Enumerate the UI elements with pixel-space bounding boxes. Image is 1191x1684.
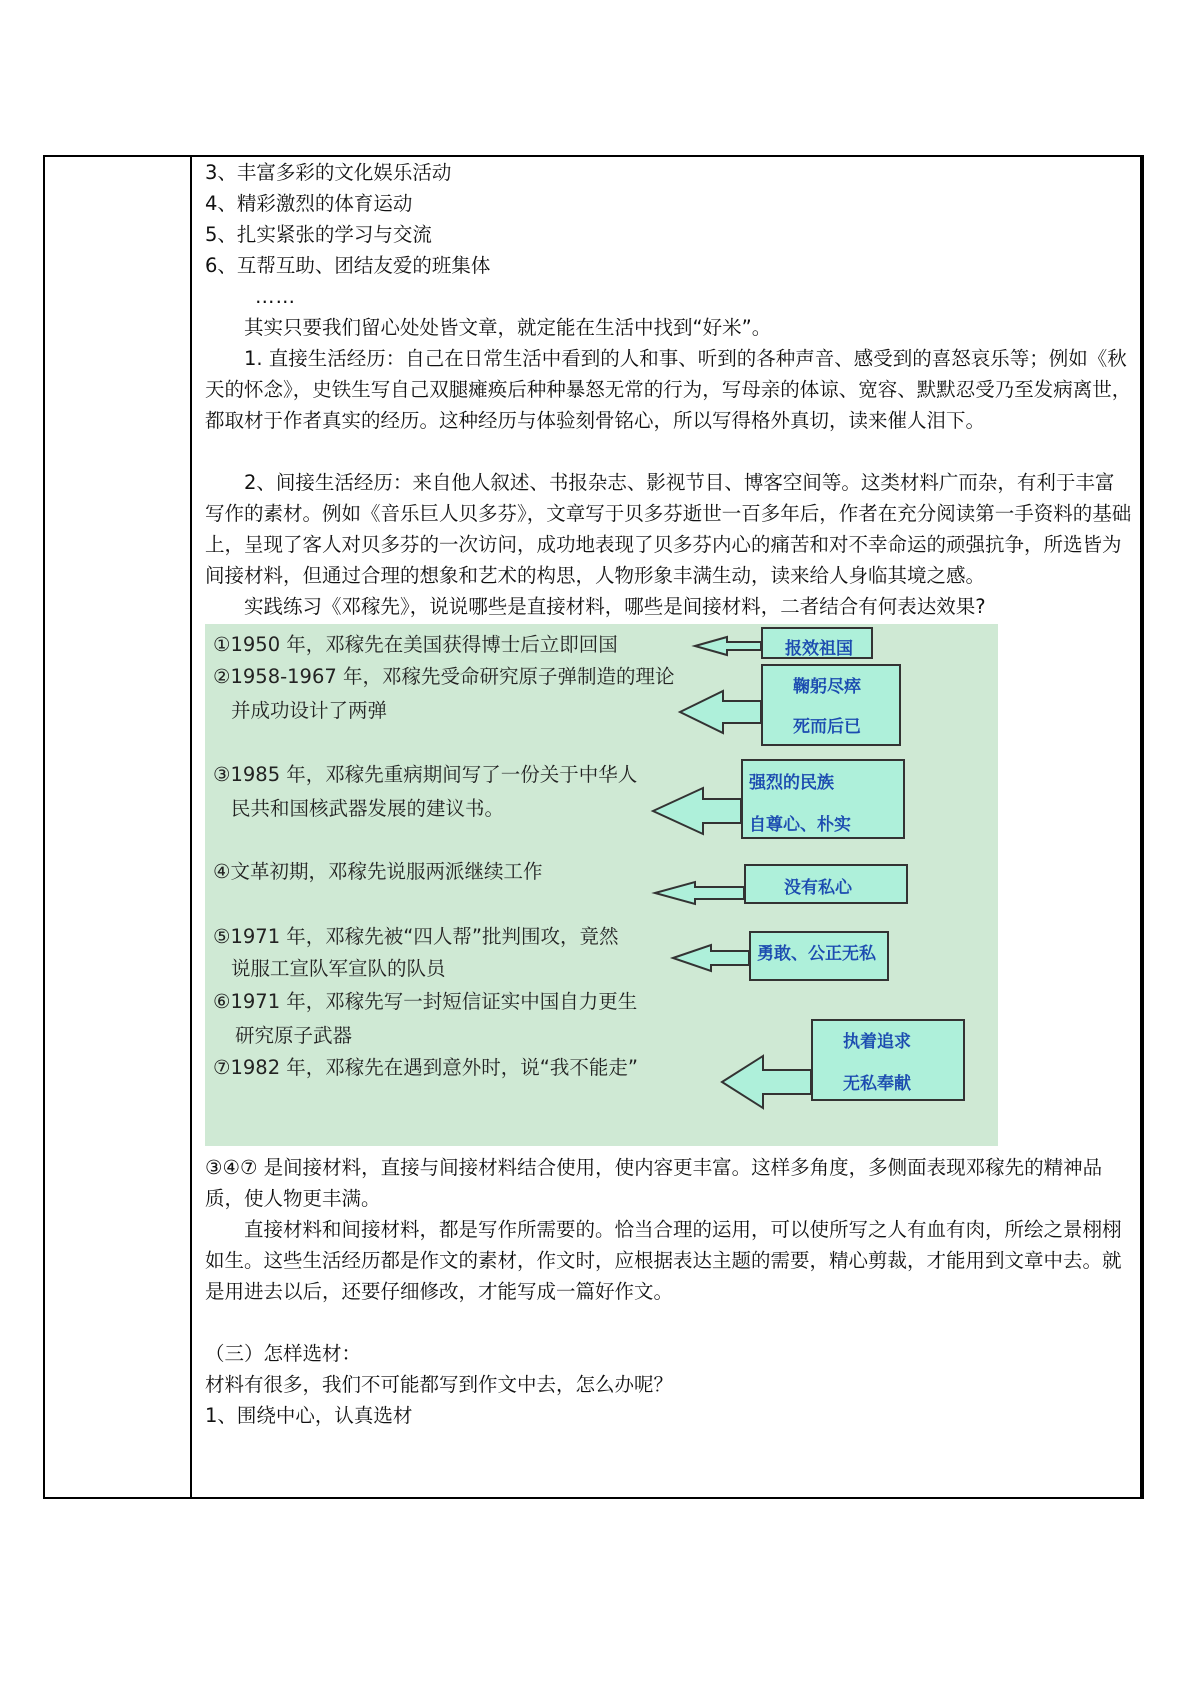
list-item: 3、丰富多彩的文化娱乐活动 bbox=[205, 161, 452, 184]
label-text: 死而后已 bbox=[793, 717, 861, 737]
list-item: 4、精彩激烈的体育运动 bbox=[205, 192, 413, 215]
deng-jiaxian-diagram bbox=[205, 624, 998, 1146]
section-heading: （三）怎样选材： bbox=[205, 1342, 362, 1365]
label-box-4 bbox=[744, 864, 908, 904]
label-text: 没有私心 bbox=[784, 878, 852, 898]
timeline-item-2-cont: 并成功设计了两弹 bbox=[231, 699, 388, 722]
arrow-4 bbox=[655, 882, 744, 904]
timeline-item-3: ③1985 年，邓稼先重病期间写了一份关于中华人 bbox=[213, 763, 638, 786]
timeline-item-6-cont: 研究原子武器 bbox=[235, 1024, 353, 1047]
arrow-1 bbox=[695, 637, 761, 655]
label-box-6 bbox=[811, 1019, 965, 1101]
label-box-3 bbox=[741, 759, 905, 839]
label-text: 报效祖国 bbox=[785, 639, 853, 659]
label-text: 执着追求 bbox=[843, 1032, 911, 1052]
arrow-6 bbox=[722, 1056, 811, 1108]
label-text: 强烈的民族 bbox=[749, 773, 834, 793]
list-item: 5、扎实紧张的学习与交流 bbox=[205, 223, 432, 246]
arrow-5 bbox=[673, 945, 749, 971]
timeline-item-1: ①1950 年，邓稼先在美国获得博士后立即回国 bbox=[213, 633, 618, 656]
timeline-item-7: ⑦1982 年，邓稼先在遇到意外时，说“我不能走” bbox=[213, 1056, 639, 1079]
timeline-item-2: ②1958-1967 年，邓稼先受命研究原子弹制造的理论 bbox=[213, 665, 675, 688]
direct-experience-paragraph: 1. 直接生活经历：自己在日常生活中看到的人和事、听到的各种声音、感受到的喜怒哀乐等；例如《秋天的怀念》，史铁生写自己双腿瘫痪后种种暴怒无常的行为，写母亲的体谅、宽容、默默忍受乃至发病离世，都取材于作者真实的经历。这种经历与体验刻骨铭心，所以写得格外真切，读来催人泪下。 bbox=[205, 347, 1132, 432]
label-text: 无私奉献 bbox=[843, 1074, 911, 1094]
label-box-2 bbox=[761, 664, 901, 746]
label-text: 鞠躬尽瘁 bbox=[793, 677, 861, 697]
ellipsis: …… bbox=[255, 285, 296, 308]
practice-question: 实践练习《邓稼先》，说说哪些是直接材料，哪些是间接材料，二者结合有何表达效果? bbox=[244, 595, 986, 618]
label-text: 勇敢、公正无私 bbox=[757, 944, 876, 964]
timeline-item-3-cont: 民共和国核武器发展的建议书。 bbox=[231, 797, 505, 820]
summary-paragraph: 直接材料和间接材料，都是写作所需要的。恰当合理的运用，可以使所写之人有血有肉，所绘之景栩栩如生。这些生活经历都是作文的素材，作文时，应根据表达主题的需要，精心剪裁，才能用到文章中去。就是用进去以后，还要仔细修改，才能写成一篇好作文。 bbox=[205, 1218, 1122, 1303]
timeline-item-4: ④文革初期，邓稼先说服两派继续工作 bbox=[213, 860, 543, 883]
content-cell bbox=[205, 157, 1133, 1431]
intro-paragraph: 其实只要我们留心处处皆文章，就定能在生活中找到“好米”。 bbox=[244, 316, 772, 339]
arrow-2 bbox=[680, 691, 761, 733]
analysis-paragraph: ③④⑦ 是间接材料，直接与间接材料结合使用，使内容更丰富。这样多角度，多侧面表现邓稼先的精神品质，使人物更丰满。 bbox=[205, 1156, 1103, 1210]
timeline-item-5: ⑤1971 年，邓稼先被“四人帮”批判围攻，竟然 bbox=[213, 925, 619, 948]
table-right-border bbox=[1140, 157, 1144, 1497]
label-text: 自尊心、朴实 bbox=[749, 815, 851, 835]
label-box-1 bbox=[761, 627, 873, 659]
column-divider bbox=[190, 157, 192, 1497]
question-text: 材料有很多，我们不可能都写到作文中去，怎么办呢？ bbox=[205, 1373, 674, 1396]
timeline-item-5-cont: 说服工宣队军宣队的队员 bbox=[231, 957, 446, 980]
timeline-item-6: ⑥1971 年，邓稼先写一封短信证实中国自力更生 bbox=[213, 990, 638, 1013]
list-item: 1、围绕中心，认真选材 bbox=[205, 1404, 413, 1427]
list-item: 6、互帮互助、团结友爱的班集体 bbox=[205, 254, 491, 277]
lesson-table bbox=[43, 155, 1144, 1499]
indirect-experience-paragraph: 2、间接生活经历：来自他人叙述、书报杂志、影视节目、博客空间等。这类材料广而杂，有利于丰富写作的素材。例如《音乐巨人贝多芬》，文章写于贝多芬逝世一百多年后，作者在充分阅读第一手资料的基础上，呈现了客人对贝多芬的一次访问，成功地表现了贝多芬内心的痛苦和对不幸命运的顽强抗争，所选皆为间接材料，但通过合理的想象和艺术的构思，人物形象丰满生动，读来给人身临其境之感。 bbox=[205, 471, 1132, 587]
label-box-5 bbox=[749, 931, 889, 981]
arrow-3 bbox=[653, 788, 741, 834]
